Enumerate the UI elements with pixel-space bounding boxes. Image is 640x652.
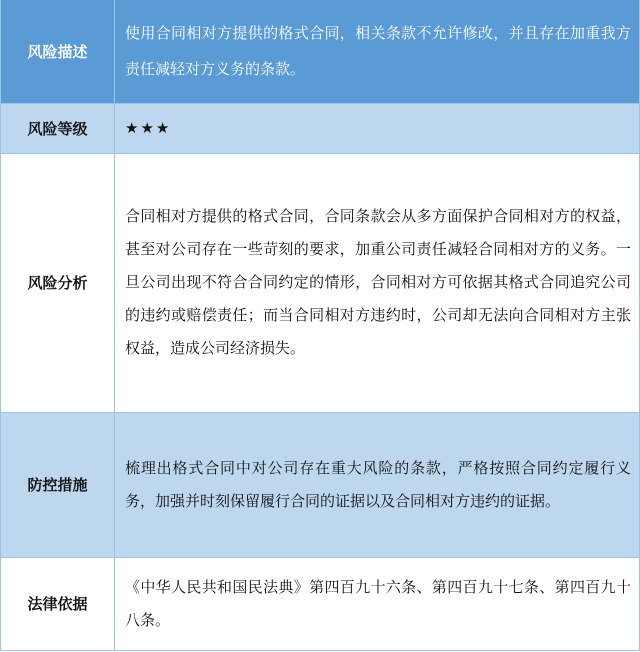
row-risk-description — [1, 0, 640, 103]
label-risk-analysis: 风险分析 — [1, 153, 115, 412]
row-risk-analysis — [1, 153, 640, 412]
label-control-measures: 防控措施 — [1, 412, 115, 557]
label-legal-basis: 法律依据 — [1, 557, 115, 650]
content-risk-level-cell — [115, 103, 640, 153]
label-risk-description: 风险描述 — [1, 0, 115, 103]
content-risk-analysis: 合同相对方提供的格式合同，合同条款会从多方面保护合同相对方的权益，甚至对公司存在一些苛刻的要求，加重公司责任减轻合同相对方的义务。一旦公司出现不符合合同约定的情形，合同相对方可依据其格式合同追究公司的违约或赔偿责任；而当合同相对方违约时，公司却无法向合同相对方主张权益，造成公司经济损失。 — [115, 153, 640, 412]
risk-level-stars: ★★★ — [125, 119, 172, 137]
row-legal-basis — [1, 557, 640, 650]
row-control-measures — [1, 412, 640, 557]
content-risk-description: 使用合同相对方提供的格式合同，相关条款不允许修改，并且存在加重我方责任减轻对方义务的条款。 — [115, 0, 640, 103]
content-legal-basis: 《中华人民共和国民法典》第四百九十六条、第四百九十七条、第四百九十八条。 — [115, 557, 640, 650]
content-control-measures: 梳理出格式合同中对公司存在重大风险的条款，严格按照合同约定履行义务，加强并时刻保留履行合同的证据以及合同相对方违约的证据。 — [115, 412, 640, 557]
label-risk-level: 风险等级 — [1, 103, 115, 153]
row-risk-level — [1, 103, 640, 153]
